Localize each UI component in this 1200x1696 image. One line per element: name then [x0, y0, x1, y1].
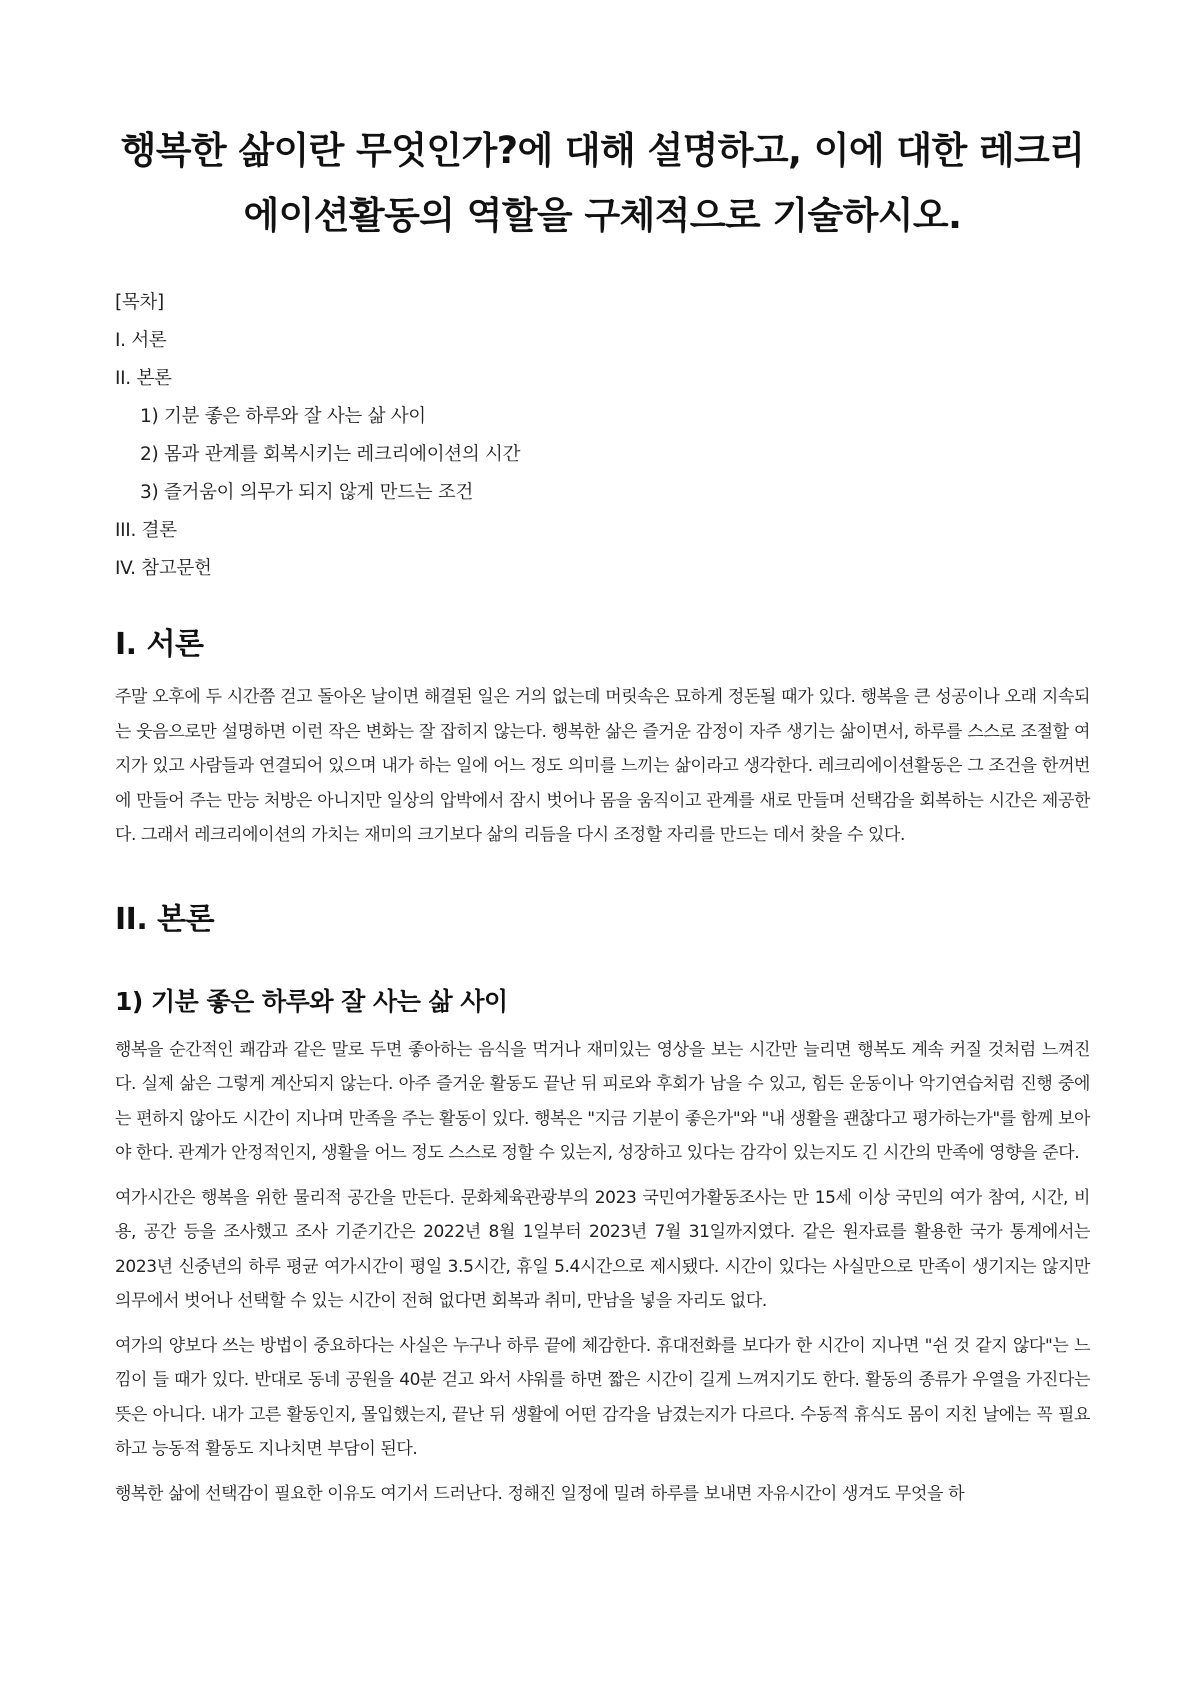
intro-paragraph: 주말 오후에 두 시간쯤 걷고 돌아온 날이면 해결된 일은 거의 없는데 머릿속은 묘하게 정돈될 때가 있다. 행복을 큰 성공이나 오래 지속되는 웃음으로만 설명하면 이런 작은 변화는 잘 잡히지 않는다. 행복한 삶은 즐거운 감정이 자주 생기는 삶이면서, 하루를 스스로 조절할 여지가 있고 사람들과 연결되어 있으며 내가 하는 일에 어느 정도 의미를 느끼는 삶이라고 생각한다. 레크리에이션활동은 그 조건을 한꺼번에 만들어 주는 만능 처방은 아니지만 일상의 압박에서 잠시 벗어나 몸을 움직이고 관계를 새로 만들며 선택감을 회복하는 시간은 제공한다. 그래서 레크리에이션의 가치는 재미의 크기보다 삶의 리듬을 다시 조정할 자리를 만드는 데서 찾을 수 있다. — [115, 687, 1090, 845]
body-paragraph: 행복한 삶에 선택감이 필요한 이유도 여기서 드러난다. 정해진 일정에 밀려 하루를 보내면 자유시간이 생겨도 무엇을 하 — [115, 1483, 965, 1504]
toc-heading: [목차] — [115, 292, 164, 313]
body-paragraph: 여가의 양보다 쓰는 방법이 중요하다는 사실은 누구나 하루 끝에 체감한다. 휴대전화를 보다가 한 시간이 지나면 "쉰 것 같지 않다"는 느낌이 들 때가 있다. 반대로 동네 공원을 40분 걷고 와서 샤워를 하면 짧은 시간이 길게 느껴지기도 한다. 활동의 종류가 우열을 가진다는 뜻은 아니다. 내가 고른 활동인지, 몰입했는지, 끝난 뒤 생활에 어떤 감각을 남겼는지가 다르다. 수동적 휴식도 몸이 지친 날에는 꼭 필요하고 능동적 활동도 지나치면 부담이 된다. — [115, 1335, 1090, 1459]
table-of-contents — [115, 284, 1090, 588]
document-title: 행복한 삶이란 무엇인가?에 대해 설명하고, 이에 대한 레크리에이션활동의 역할을 구체적으로 기술하시오. — [120, 129, 1085, 237]
toc-item-conclusion: III. 결론 — [115, 520, 177, 541]
subsection-heading-1: 1) 기분 좋은 하루와 잘 사는 삶 사이 — [115, 986, 508, 1016]
toc-item-references: IV. 참고문헌 — [115, 558, 212, 579]
body-paragraph: 행복을 순간적인 쾌감과 같은 말로 두면 좋아하는 음식을 먹거나 재미있는 영상을 보는 시간만 늘리면 행복도 계속 커질 것처럼 느껴진다. 실제 삶은 그렇게 계산되지 않는다. 아주 즐거운 활동도 끝난 뒤 피로와 후회가 남을 수 있고, 힘든 운동이나 악기연습처럼 진행 중에는 편하지 않아도 시간이 지나며 만족을 주는 활동이 있다. 행복은 "지금 기분이 좋은가"와 "내 생활을 괜찮다고 평가하는가"를 함께 보아야 한다. 관계가 안정적인지, 생활을 어느 정도 스스로 정할 수 있는지, 성장하고 있다는 감각이 있는지도 긴 시간의 만족에 영향을 준다. — [115, 1039, 1090, 1163]
toc-item-body-1: 1) 기분 좋은 하루와 잘 사는 삶 사이 — [140, 406, 426, 427]
toc-item-body-3: 3) 즐거움이 의무가 되지 않게 만드는 조건 — [140, 482, 474, 503]
body-paragraph: 여가시간은 행복을 위한 물리적 공간을 만든다. 문화체육관광부의 2023 국민여가활동조사는 만 15세 이상 국민의 여가 참여, 시간, 비용, 공간 등을 조사했고 조사 기준기간은 2022년 8월 1일부터 2023년 7월 31일까지였다. 같은 원자료를 활용한 국가 통계에서는 2023년 신중년의 하루 평균 여가시간이 평일 3.5시간, 휴일 5.4시간으로 제시됐다. 시간이 있다는 사실만으로 만족이 생기지는 않지만 의무에서 벗어나 선택할 수 있는 시간이 전혀 없다면 회복과 취미, 만남을 넣을 자리도 없다. — [115, 1187, 1090, 1311]
toc-item-intro: I. 서론 — [115, 330, 167, 351]
section-heading-intro: I. 서론 — [115, 627, 204, 662]
toc-item-body: II. 본론 — [115, 368, 172, 389]
section-heading-body: II. 본론 — [115, 901, 215, 937]
toc-item-body-2: 2) 몸과 관계를 회복시키는 레크리에이션의 시간 — [140, 444, 521, 465]
